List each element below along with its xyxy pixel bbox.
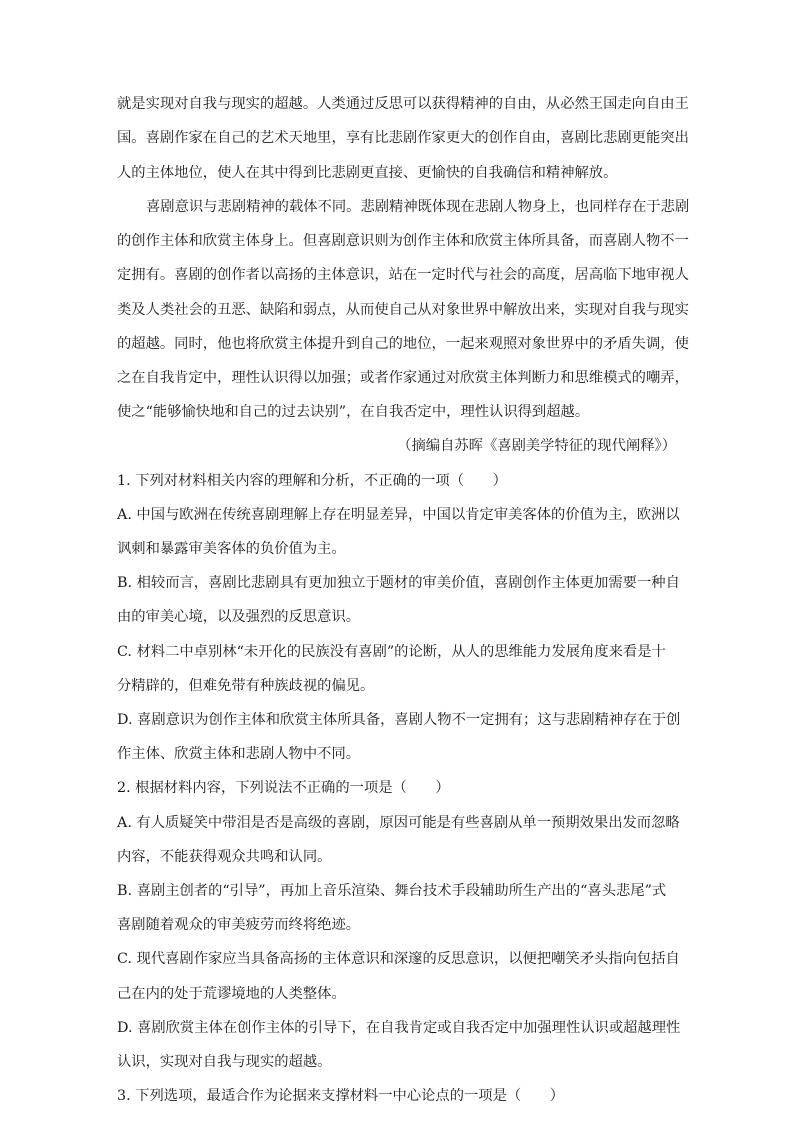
question-line: 讽刺和暴露审美客体的负价值为主。 [117,541,346,557]
question-line: 作主体、欣赏主体和悲剧人物中不同。 [117,746,361,762]
source-citation: （摘编自苏晖《喜剧美学特征的现代阐释》） [397,438,676,454]
text-line: 使之“能够愉快地和自己的过去诀别”，在自我否定中，理性认识得到超越。 [117,404,590,420]
text-line: 国。喜剧作家在自己的艺术天地里，享有比悲剧作家更大的创作自由，喜剧比悲剧更能突出 [117,130,689,146]
text-line: 人的主体地位，使人在其中得到比悲剧更直接、更愉快的自我确信和精神解放。 [117,165,618,181]
question-line: 分精辟的，但难免带有种族歧视的偏见。 [117,678,375,694]
question-line: 认识，实现对自我与现实的超越。 [117,1054,332,1070]
question-line: B. 喜剧主创者的“引导”，再加上音乐渲染、舞台技术手段辅助所生产出的“喜头悲尾”式 [117,883,667,899]
question-line: A. 中国与欧洲在传统喜剧理解上存在明显差异，中国以肯定审美客体的价值为主，欧洲以 [117,507,680,523]
text-line: 类及人类社会的丑恶、缺陷和弱点，从而使自己从对象世界中解放出来，实现对自我与现实 [117,302,689,318]
question-line: 己在内的处于荒谬境地的人类整体。 [117,986,346,1002]
question-line: 内容，不能获得观众共鸣和认同。 [117,849,332,865]
question-line: 3. 下列选项，最适合作为论据来支撑材料一中心论点的一项是（ ） [117,1088,565,1104]
text-line: 的创作主体和欣赏主体身上。但喜剧意识则为创作主体和欣赏主体所具备，而喜剧人物不一 [117,233,689,249]
question-line: 由的审美心境，以及强烈的反思意识。 [117,609,361,625]
question-line: 2. 根据材料内容，下列说法不正确的一项是（ ） [117,780,450,796]
question-line: D. 喜剧意识为创作主体和欣赏主体所具备，喜剧人物不一定拥有；这与悲剧精神存在于创 [117,712,681,728]
text-line: 的超越。同时，他也将欣赏主体提升到自己的地位，一起来观照对象世界中的矛盾失调，使 [117,336,689,352]
question-line: C. 材料二中卓别林“未开化的民族没有喜剧”的论断，从人的思维能力发展角度来看是十 [117,644,666,660]
question-line: A. 有人质疑笑中带泪是否是高级的喜剧，原因可能是有些喜剧从单一预期效果出发而忽略 [117,815,680,831]
question-line: 1. 下列对材料相关内容的理解和分析，不正确的一项（ ） [117,473,507,489]
text-line: 就是实现对自我与现实的超越。人类通过反思可以获得精神的自由，从必然王国走向自由王 [117,96,689,112]
question-line: D. 喜剧欣赏主体在创作主体的引导下，在自我肯定或自我否定中加强理性认识或超越理性 [117,1020,681,1036]
text-line: 喜剧意识与悲剧精神的载体不同。悲剧精神既体现在悲剧人物身上，也同样存在于悲剧 [146,199,690,215]
question-line: C. 现代喜剧作家应当具备高扬的主体意识和深邃的反思意识，以便把嘲笑矛头指向包括自 [117,951,680,967]
text-line: 定拥有。喜剧的创作者以高扬的主体意识，站在一定时代与社会的高度，居高临下地审视人 [117,267,689,283]
question-line: B. 相较而言，喜剧比悲剧具有更加独立于题材的审美价值，喜剧创作主体更加需要一种自 [117,575,680,591]
text-line: 之在自我肯定中，理性认识得以加强；或者作家通过对欣赏主体判断力和思维模式的嘲弄， [117,370,689,386]
question-line: 喜剧随着观众的审美疲劳而终将绝迹。 [117,917,361,933]
